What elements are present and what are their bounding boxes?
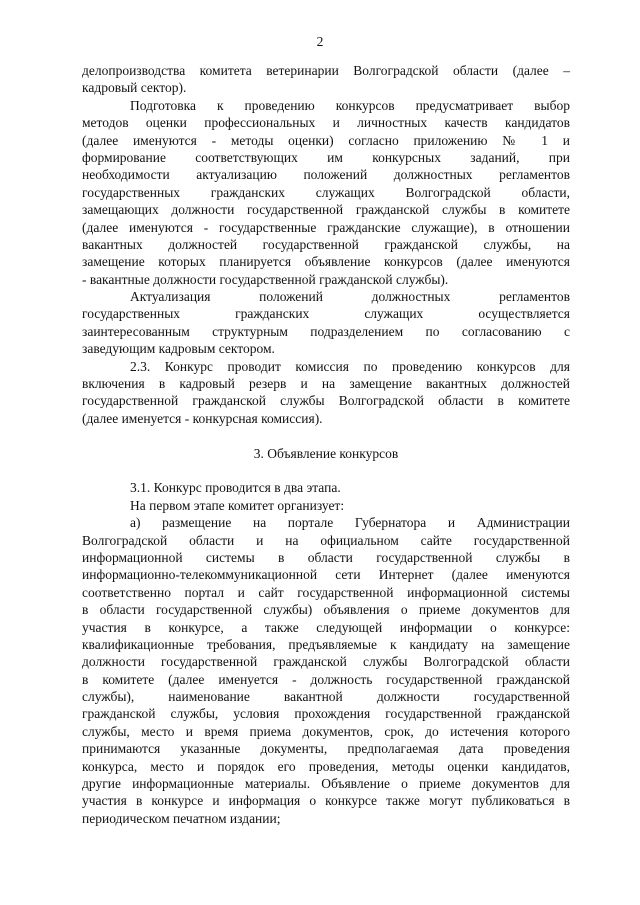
text-line: формирование соответствующих им конкурсных заданий, при	[82, 149, 570, 165]
text-line: кадровый сектор).	[82, 80, 187, 96]
text-line: - вакантные должности государственной гражданской службы).	[82, 271, 449, 287]
text-line: необходимости актуализацию положений должностных регламентов	[82, 167, 570, 183]
text-line: службы), наименование вакантной должности государственной	[82, 689, 570, 705]
text-line: государственной гражданской службы Волгоградской области в комитете	[82, 393, 570, 409]
paragraph	[82, 62, 570, 97]
text-line: информационно-телекоммуникационной сети Интернет (далее именуются	[82, 567, 570, 583]
text-line: методов оценки профессиональных и личностных качеств кандидатов	[82, 115, 570, 131]
text-line: включения в кадровый резерв и на замещение вакантных должностей	[82, 376, 570, 392]
text-line: государственных гражданских служащих Волгоградской области,	[82, 184, 570, 200]
text-line: 2.3. Конкурс проводит комиссия по проведению конкурсов для	[130, 358, 570, 374]
text-line: конкурса, место и порядок его проведения, методы оценки кандидатов,	[82, 758, 570, 774]
text-line: вакантных должностей государственной гражданской службы, на	[82, 236, 570, 252]
text-line: должности государственной гражданской службы Волгоградской области	[82, 654, 570, 670]
text-line: соответственно портал и сайт государственной информационной системы	[82, 584, 570, 600]
paragraph	[82, 97, 570, 288]
text-line: Волгоградской области и на официальном сайте государственной	[82, 532, 570, 548]
paragraph	[82, 514, 570, 827]
section-heading: 3. Объявление конкурсов	[253, 445, 399, 461]
text-line: (далее именуются - государственные гражданские служащие), в отношении	[82, 219, 570, 235]
text-line: в области государственной службы) объявления о приеме документов для	[82, 602, 570, 618]
text-line: государственных гражданских служащих осуществляется	[82, 306, 570, 322]
document-body	[82, 62, 570, 827]
paragraph	[82, 497, 570, 514]
text-line: (далее именуется - конкурсная комиссия).	[82, 410, 323, 426]
text-line: в комитете (далее именуется - должность государственной гражданской	[82, 671, 570, 687]
text-line: периодическом печатном издании;	[82, 810, 281, 826]
text-line: принимаются указанные документы, предполагаемая дата проведения	[82, 741, 570, 757]
paragraph	[82, 358, 570, 428]
text-line: гражданской службы, условия прохождения государственной гражданской	[82, 706, 570, 722]
text-line: 3.1. Конкурс проводится в два этапа.	[130, 480, 341, 496]
text-line: другие информационные материалы. Объявление о приеме документов для	[82, 776, 570, 792]
text-line: замещение которых планируется объявление конкурсов (далее именуются	[82, 254, 570, 270]
text-line: Актуализация положений должностных регламентов	[130, 289, 570, 305]
text-line: заведующим кадровым сектором.	[82, 341, 275, 357]
text-line: замещающих должности государственной гражданской службы в комитете	[82, 202, 570, 218]
page-number: 2	[316, 34, 324, 49]
text-line: (далее именуются - методы оценки) согласно приложению № 1 и	[82, 132, 570, 148]
text-line: Подготовка к проведению конкурсов предусматривает выбор	[130, 97, 570, 113]
text-line: а) размещение на портале Губернатора и Администрации	[130, 515, 570, 531]
text-line: На первом этапе комитет организует:	[130, 497, 345, 513]
text-line: участия в конкурсе, а также следующей информации о конкурсе:	[82, 619, 570, 635]
paragraph	[82, 288, 570, 358]
text-line: заинтересованным структурным подразделением по согласованию с	[82, 323, 570, 339]
text-line: делопроизводства комитета ветеринарии Волгоградской области (далее –	[82, 63, 570, 78]
text-line: участия в конкурсе и информация о конкурсе также могут публиковаться в	[82, 793, 570, 809]
text-line: службы, место и время приема документов, срок, до истечения которого	[82, 723, 570, 739]
text-line: информационной системы в области государственной службы в	[82, 549, 570, 565]
text-line: квалификационные требования, предъявляемые к кандидату на замещение	[82, 636, 570, 652]
paragraph	[82, 479, 570, 496]
